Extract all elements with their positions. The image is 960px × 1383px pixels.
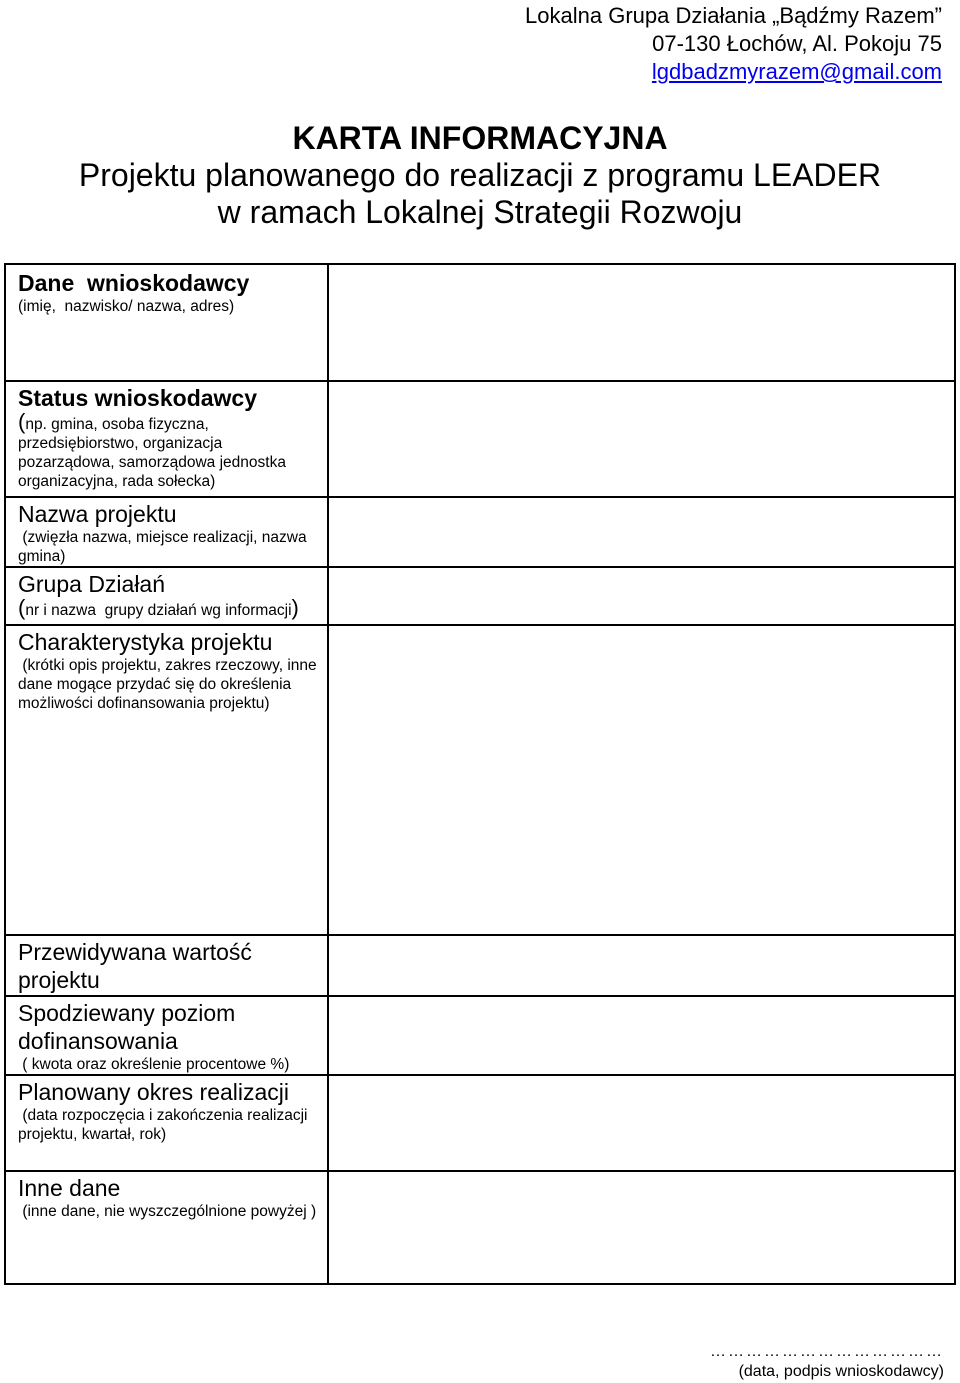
row-project-value xyxy=(5,935,955,996)
title-subtitle-1: Projektu planowanego do realizacji z programu LEADER xyxy=(78,157,882,193)
project-name-hint: (zwięzła nazwa, miejsce realizacji, nazwa gmina) xyxy=(18,529,311,565)
row-applicant-data xyxy=(5,264,955,381)
implementation-period-hint: (data rozpoczęcia i zakończenia realizacji projektu, kwartał, rok) xyxy=(18,1107,312,1143)
action-group-hint-paren-close: ) xyxy=(291,595,299,620)
information-form-table xyxy=(4,263,956,1285)
row-action-group xyxy=(5,567,955,625)
project-description-hint: (krótki opis projektu, zakres rzeczowy, inne dane mogące przydać się do określenia możliwości dofinansowania projektu) xyxy=(18,657,321,712)
org-address: 07-130 Łochów, Al. Pokoju 75 xyxy=(652,31,942,56)
organization-header xyxy=(525,2,942,86)
project-name-label: Nazwa projektu xyxy=(18,501,177,527)
action-group-hint-paren-open: ( xyxy=(18,595,26,620)
document-title xyxy=(0,120,960,231)
implementation-period-field[interactable] xyxy=(328,1075,955,1171)
project-name-label-cell xyxy=(5,497,328,567)
project-value-label-cell xyxy=(5,935,328,996)
funding-level-label: Spodziewany poziom dofinansowania xyxy=(18,1000,236,1054)
other-data-field[interactable] xyxy=(328,1171,955,1284)
org-email-link[interactable]: lgdbadzmyrazem@gmail.com xyxy=(651,59,942,84)
project-description-field[interactable] xyxy=(328,625,955,935)
project-description-label: Charakterystyka projektu xyxy=(18,629,273,655)
action-group-label-cell xyxy=(5,567,328,625)
implementation-period-label-cell xyxy=(5,1075,328,1171)
row-applicant-status xyxy=(5,381,955,497)
signature-line: ………………………………… xyxy=(710,1343,944,1360)
row-project-description xyxy=(5,625,955,935)
row-other-data xyxy=(5,1171,955,1284)
action-group-hint: nr i nazwa grupy działań wg informacji xyxy=(25,602,292,619)
applicant-status-field[interactable] xyxy=(328,381,955,497)
project-value-field[interactable] xyxy=(328,935,955,996)
signature-area xyxy=(710,1342,944,1382)
other-data-label-cell xyxy=(5,1171,328,1284)
applicant-status-label: Status wnioskodawcy xyxy=(18,385,258,411)
applicant-data-hint: (imię, nazwisko/ nazwa, adres) xyxy=(18,298,235,315)
applicant-status-hint: np. gmina, osoba fizyczna, przedsiębiorstwo, organizacja pozarządowa, samorządowa jednostka organizacyjna, rada sołecka) xyxy=(18,416,286,490)
project-name-field[interactable] xyxy=(328,497,955,567)
project-description-label-cell xyxy=(5,625,328,935)
applicant-status-hint-block xyxy=(18,409,317,491)
applicant-data-label-cell xyxy=(5,264,328,381)
funding-level-label-cell xyxy=(5,996,328,1075)
row-project-name xyxy=(5,497,955,567)
row-implementation-period xyxy=(5,1075,955,1171)
action-group-field[interactable] xyxy=(328,567,955,625)
funding-level-field[interactable] xyxy=(328,996,955,1075)
action-group-hint-block xyxy=(18,595,317,620)
signature-caption: (data, podpis wnioskodawcy) xyxy=(738,1363,944,1380)
action-group-label: Grupa Działań xyxy=(18,571,166,597)
org-name: Lokalna Grupa Działania „Bądźmy Razem” xyxy=(525,3,942,28)
implementation-period-label: Planowany okres realizacji xyxy=(18,1079,290,1105)
applicant-data-label: Dane wnioskodawcy xyxy=(18,270,250,296)
row-funding-level xyxy=(5,996,955,1075)
applicant-status-hint-paren: ( xyxy=(18,409,26,434)
applicant-data-field[interactable] xyxy=(328,264,955,381)
project-value-label: Przewidywana wartość projektu xyxy=(18,939,252,993)
title-main: KARTA INFORMACYJNA xyxy=(292,120,668,156)
title-subtitle-2: w ramach Lokalnej Strategii Rozwoju xyxy=(217,194,743,230)
other-data-label: Inne dane xyxy=(18,1175,121,1201)
other-data-hint: (inne dane, nie wyszczególnione powyżej ) xyxy=(18,1203,317,1220)
funding-level-hint: ( kwota oraz określenie procentowe %) xyxy=(18,1056,290,1073)
applicant-status-label-cell xyxy=(5,381,328,497)
